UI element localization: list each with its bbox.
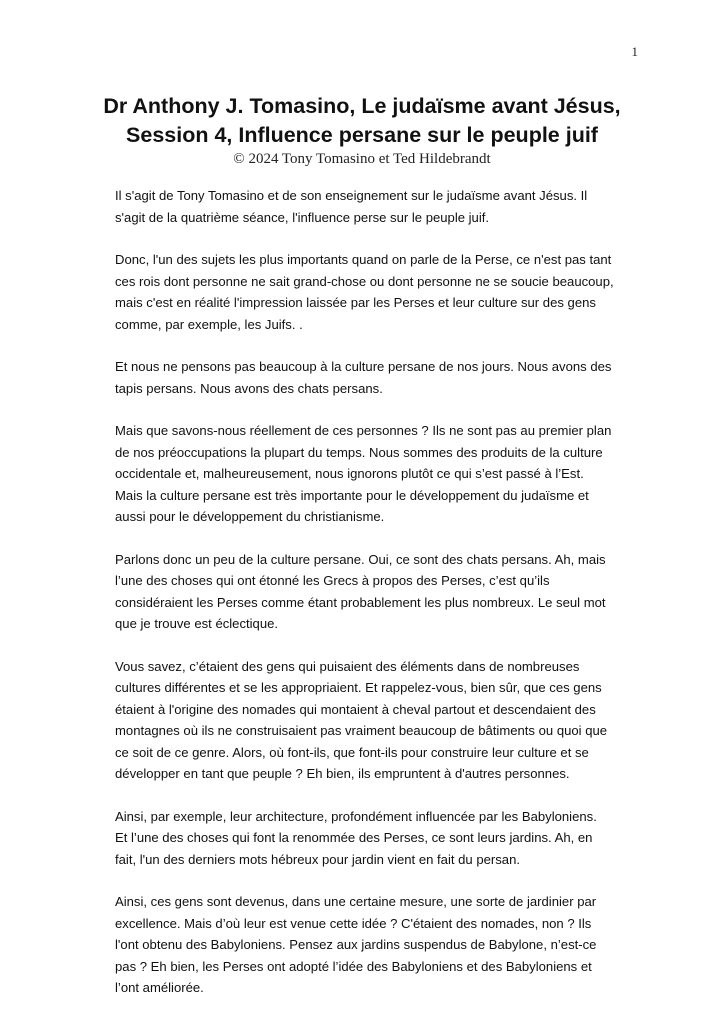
- paragraph-line: l’ont améliorée.: [115, 980, 204, 995]
- paragraph-line: Parlons donc un peu de la culture persane. Oui, ce sont des chats persans. Ah, mais: [115, 551, 606, 567]
- paragraph-line: Et nous ne pensons pas beaucoup à la culture persane de nos jours. Nous avons des: [115, 359, 612, 374]
- paragraph-line: Mais la culture persane est très importante pour le développement du judaïsme et: [115, 487, 589, 503]
- paragraph-line: développer en tant que peuple ? Eh bien, ils empruntent à d'autres personnes.: [115, 766, 570, 781]
- paragraph-line: aussi pour le développement du christianisme.: [115, 509, 385, 524]
- document-title: [90, 92, 634, 150]
- paragraph-line: comme, par exemple, les Juifs. .: [115, 316, 303, 332]
- paragraph-line: que je trouve est éclectique.: [115, 616, 279, 631]
- paragraph-line: Donc, l'un des sujets les plus importants quand on parle de la Perse, ce n'est pas tant: [115, 252, 612, 267]
- paragraph-line: montagnes où ils ne construisaient pas vraiment beaucoup de bâtiments ou quoi que: [115, 723, 608, 738]
- title-line-1: Dr Anthony J. Tomasino, Le judaïsme avant Jésus,: [103, 94, 621, 118]
- page-number: 1: [631, 44, 638, 59]
- body-paragraph: [115, 249, 633, 335]
- body-paragraph: [115, 420, 633, 528]
- paragraph-line: l’une des choses qui ont étonné les Grecs à propos des Perses, c’est qu’ils: [115, 573, 550, 588]
- paragraph-line: de nos préoccupations la plupart du temps. Nous sommes des produits de la culture: [115, 444, 603, 460]
- paragraph-line: fait, l'un des derniers mots hébreux pour jardin vient en fait du persan.: [115, 851, 520, 867]
- paragraph-line: Mais que savons-nous réellement de ces personnes ? Ils ne sont pas au premier plan: [115, 423, 612, 438]
- body-paragraph: [115, 891, 633, 999]
- paragraph-line: occidentale et, malheureusement, nous ignorons plutôt ce qui s’est passé à l’Est.: [115, 466, 584, 481]
- paragraph-line: tapis persans. Nous avons des chats persans.: [115, 380, 383, 396]
- paragraph-line: ce soit de ce genre. Alors, où font-ils, que font-ils pour construire leur culture et se: [115, 744, 589, 760]
- paragraph-line: pas ? Eh bien, les Perses ont adopté l’idée des Babyloniens et des Babyloniens et: [115, 958, 592, 974]
- document-body: [115, 185, 633, 1020]
- title-line-2: Session 4, Influence persane sur le peuple juif: [126, 123, 598, 147]
- paragraph-line: Il s'agit de Tony Tomasino et de son enseignement sur le judaïsme avant Jésus. Il: [115, 188, 588, 203]
- paragraph-line: Vous savez, c’étaient des gens qui puisaient des éléments dans de nombreuses: [115, 658, 580, 674]
- paragraph-line: Et l’une des choses qui font la renommée des Perses, ce sont leurs jardins. Ah, en: [115, 830, 593, 845]
- body-paragraph: [115, 806, 633, 871]
- paragraph-line: s'agit de la quatrième séance, l'influence perse sur le peuple juif.: [115, 209, 490, 225]
- body-paragraph: [115, 185, 633, 228]
- paragraph-line: considéraient les Perses comme étant probablement les plus nombreux. Le seul mot: [115, 594, 606, 610]
- paragraph-line: étaient à l'origine des nomades qui montaient à cheval partout et descendaient des: [115, 701, 596, 717]
- document-header: [90, 92, 634, 168]
- body-paragraph: [115, 656, 633, 785]
- paragraph-line: Ainsi, par exemple, leur architecture, profondément influencée par les Babyloniens.: [115, 808, 597, 824]
- paragraph-line: excellence. Mais d’où leur est venue cette idée ? C'étaient des nomades, non ? Ils: [115, 915, 592, 931]
- copyright-line: © 2024 Tony Tomasino et Ted Hildebrandt: [233, 151, 491, 167]
- body-paragraph: [115, 356, 633, 399]
- body-paragraph: [115, 549, 633, 635]
- paragraph-line: ces rois dont personne ne sait grand-chose ou dont personne ne se soucie beaucoup,: [115, 273, 614, 289]
- paragraph-line: Ainsi, ces gens sont devenus, dans une certaine mesure, une sorte de jardinier par: [115, 894, 597, 909]
- paragraph-line: mais c'est en réalité l'impression laissée par les Perses et leur culture sur des gens: [115, 295, 596, 310]
- paragraph-line: cultures différentes et se les appropriaient. Et rappelez-vous, bien sûr, que ces gens: [115, 680, 602, 695]
- paragraph-line: l'ont obtenu des Babyloniens. Pensez aux jardins suspendus de Babylone, n’est-ce: [115, 937, 597, 952]
